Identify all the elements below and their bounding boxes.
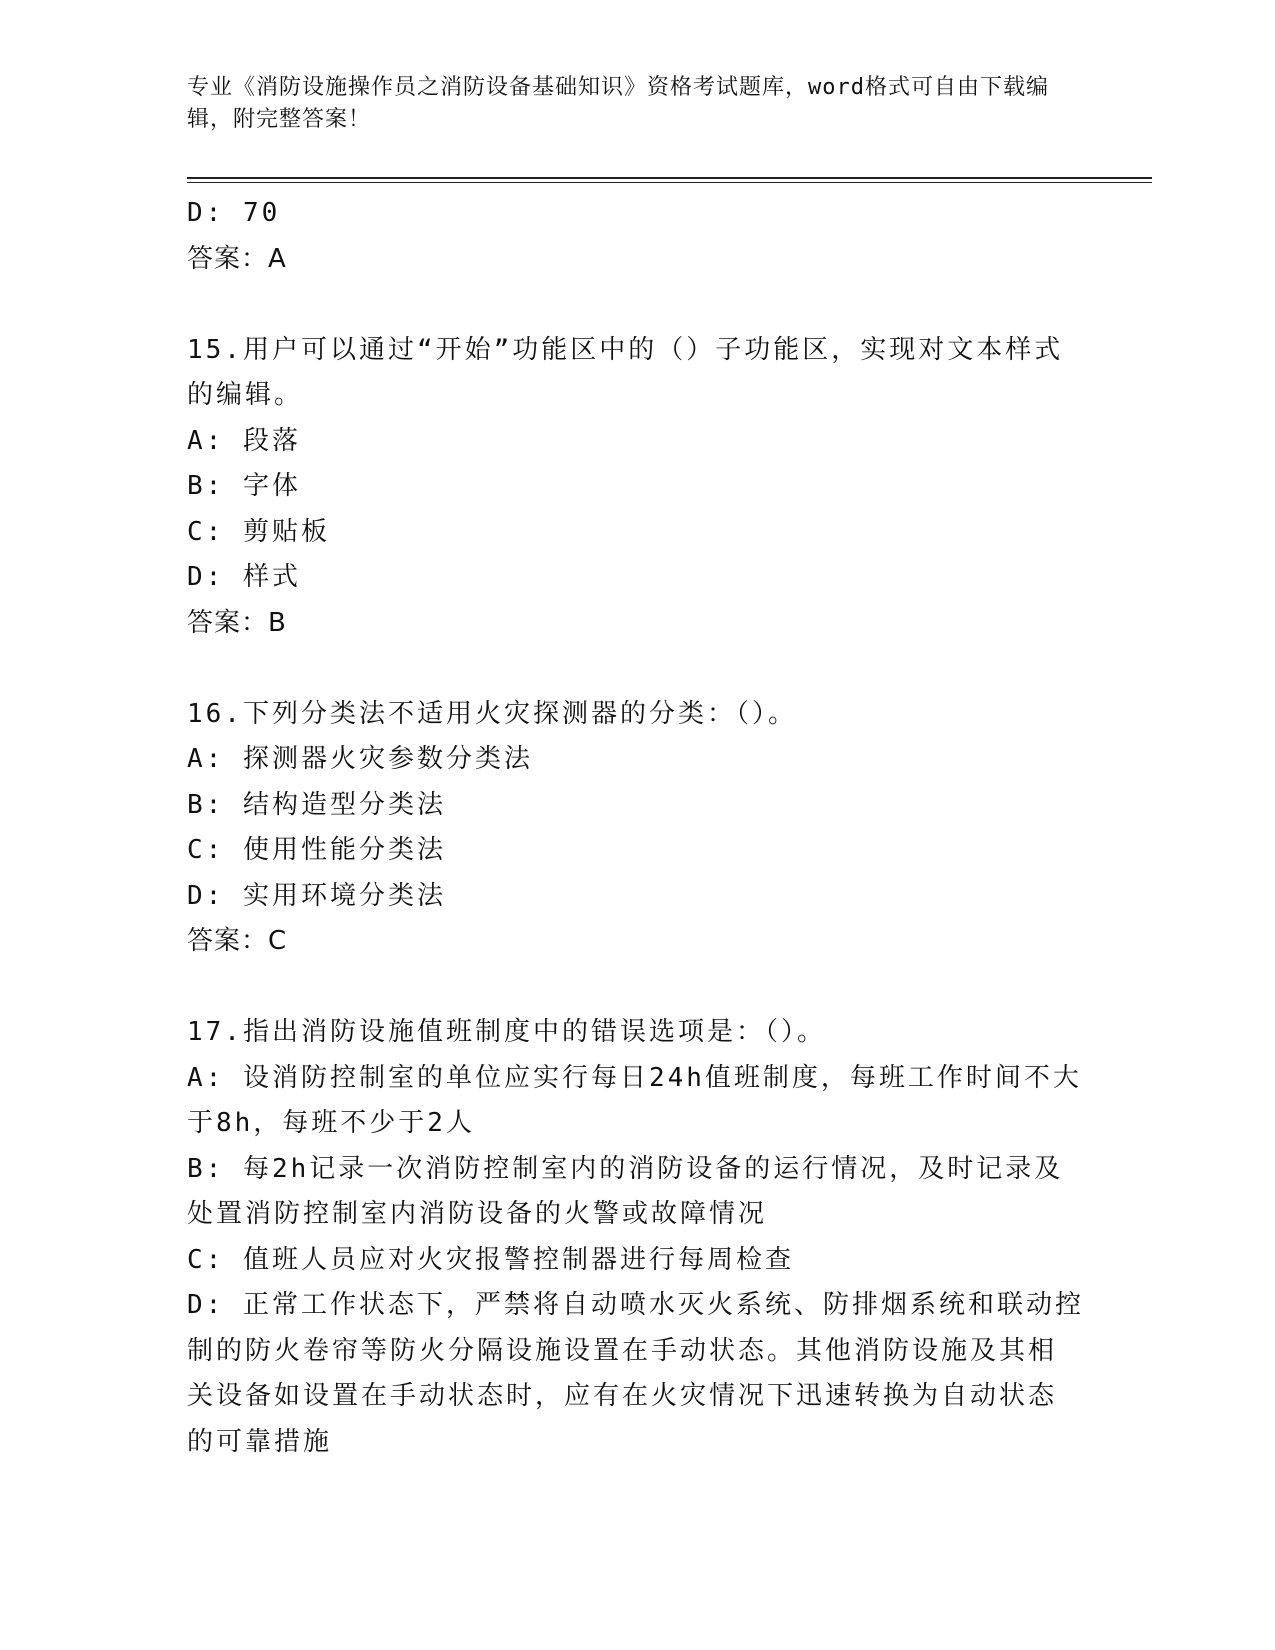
answer-line: 答案：B <box>187 607 287 638</box>
blank-gap <box>187 282 1077 328</box>
option-line: 的可靠措施 <box>187 1426 333 1457</box>
option-line: C: 使用性能分类法 <box>187 835 446 865</box>
option-line: 处置消防控制室内消防设备的火警或故障情况 <box>187 1199 768 1229</box>
blank-gap <box>187 965 1077 1011</box>
option-line: D: 70 <box>187 198 281 228</box>
option-line: 于8h，每班不少于2人 <box>187 1108 475 1138</box>
option-line: B: 每2h记录一次消防控制室内的消防设备的运行情况，及时记录及 <box>187 1153 1064 1184</box>
option-line: A: 段落 <box>187 425 301 456</box>
option-line: C: 剪贴板 <box>187 516 330 547</box>
header-rule-thick <box>187 177 1152 179</box>
option-line: D: 正常工作状态下，严禁将自动喷水灭火系统、防排烟系统和联动控 <box>187 1290 1084 1320</box>
answer-line: 答案：C <box>187 926 288 956</box>
question-stem: 17.指出消防设施值班制度中的错误选项是：（）。 <box>187 1017 826 1047</box>
header-rule-thin <box>187 182 1152 183</box>
option-line: A: 设消防控制室的单位应实行每日24h值班制度，每班工作时间不大 <box>187 1062 1082 1093</box>
blank-gap <box>187 646 1077 692</box>
question-content <box>187 191 1084 1465</box>
option-line: D: 样式 <box>187 562 301 592</box>
option-line: 关设备如设置在手动状态时，应有在火灾情况下迅速转换为自动状态 <box>187 1381 1058 1411</box>
option-line: B: 结构造型分类法 <box>187 789 446 820</box>
option-line: B: 字体 <box>187 471 301 501</box>
option-line: D: 实用环境分类法 <box>187 880 446 911</box>
question-stem: 的编辑。 <box>187 380 304 410</box>
option-line: 制的防火卷帘等防火分隔设施设置在手动状态。其他消防设施及其相 <box>187 1335 1058 1366</box>
answer-line: 答案：A <box>187 243 287 274</box>
document-header: 专业《消防设施操作员之消防设备基础知识》资格考试题库，word格式可自由下载编辑，附完整答案！ <box>187 75 1049 132</box>
question-stem: 15.用户可以通过“开始”功能区中的（）子功能区，实现对文本样式 <box>187 334 1064 365</box>
option-line: C: 值班人员应对火灾报警控制器进行每周检查 <box>187 1244 794 1275</box>
option-line: A: 探测器火灾参数分类法 <box>187 744 533 774</box>
question-stem: 16.下列分类法不适用火灾探测器的分类：（）。 <box>187 698 797 729</box>
